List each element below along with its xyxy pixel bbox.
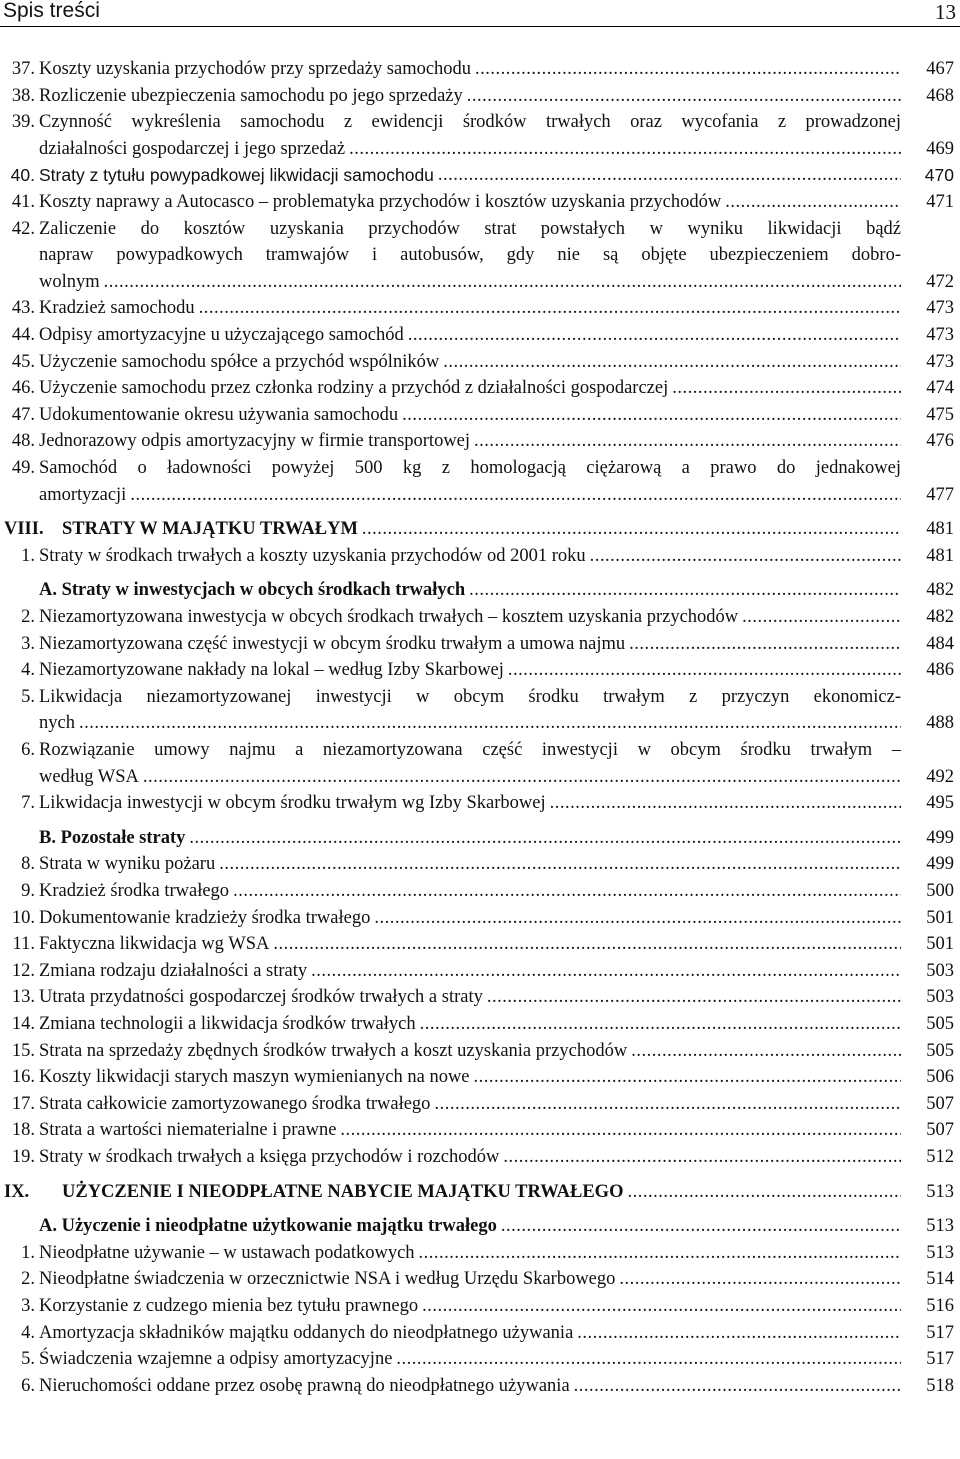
toc-entry-number: 19.: [11, 1147, 35, 1167]
toc-page-number: 503: [926, 987, 954, 1008]
toc-leader-dots: [499, 1144, 901, 1171]
toc-entry-number: 1.: [21, 1242, 35, 1263]
toc-entry-number: 12.: [11, 960, 35, 981]
toc-page-number: 499: [926, 854, 954, 875]
toc-leader-dots: [336, 1117, 901, 1144]
toc-entry: [0, 322, 960, 349]
toc-page-number: 505: [926, 1014, 954, 1034]
toc-leader-dots: [345, 136, 901, 163]
toc-page-number: 481: [926, 545, 954, 566]
toc-entry-number: 18.: [11, 1120, 35, 1141]
toc-entry: [0, 1373, 960, 1400]
toc-leader-dots: [721, 189, 901, 216]
toc-entry: [0, 455, 960, 508]
toc-page-number: 473: [926, 298, 954, 319]
toc-leader-dots: [415, 1240, 901, 1267]
toc-section: [0, 1213, 960, 1240]
toc-entry-title: A. Straty w inwestycjach w obcych środkach trwałych: [39, 580, 466, 601]
toc-leader-dots: [546, 790, 901, 817]
toc-page-number: 472: [926, 271, 954, 292]
toc-page-number: 505: [926, 1040, 954, 1061]
toc-page-number: 503: [926, 960, 954, 981]
toc-page-number: 495: [926, 793, 954, 814]
toc-entry-title: Straty w środkach trwałych a koszty uzyskania przychodów od 2001 roku: [39, 545, 586, 566]
toc-entry-number: 45.: [11, 351, 35, 372]
toc-entry: [0, 905, 960, 932]
toc-entry-number: 7.: [21, 793, 35, 814]
toc-entry-title: Koszty naprawy a Autocasco – problematyka przychodów i kosztów uzyskania przychodów: [39, 192, 722, 212]
toc-page-number: 473: [926, 325, 954, 345]
toc-entry-title: Strata na sprzedaży zbędnych środków trwałych a koszt uzyskania przychodów: [39, 1040, 628, 1061]
toc-entry-title: Rozliczenie ubezpieczenia samochodu po jego sprzedaży: [39, 85, 463, 106]
toc-page-number: 501: [926, 934, 954, 955]
toc-leader-dots: [398, 402, 901, 429]
toc-entry-title: Nieodpłatne używanie – w ustawach podatkowych: [39, 1242, 415, 1263]
toc-leader-dots: [307, 958, 901, 985]
toc-page-number: 477: [926, 484, 954, 505]
toc-entry-number: 5.: [21, 686, 35, 707]
toc-entry: [0, 931, 960, 958]
toc-entry: [0, 109, 960, 162]
toc-entry-title: B. Pozostałe straty: [39, 827, 186, 848]
toc-entry: [0, 851, 960, 878]
toc-entry-title: Likwidacja niezamortyzowanej inwestycji w obcym środku trwałym z przyczyn ekonomicz-: [39, 686, 901, 707]
toc-page-number: 467: [926, 59, 954, 79]
toc-entry-number: 46.: [11, 378, 35, 399]
toc-chapter: [0, 516, 960, 543]
toc-entry-number: 49.: [11, 458, 35, 478]
toc-entry: [0, 83, 960, 110]
toc-entry: [0, 1117, 960, 1144]
toc-entry: [0, 189, 960, 216]
toc-page-number: 471: [926, 192, 954, 212]
toc-entry-title: Utrata przydatności gospodarczej środków trwałych a straty: [39, 987, 483, 1008]
toc-entry-number: 9.: [21, 881, 35, 901]
toc-leader-dots: [439, 349, 901, 376]
toc-page-number: 500: [926, 881, 954, 901]
toc-page-number: 512: [926, 1147, 954, 1167]
toc-page-number: 468: [926, 85, 954, 106]
toc-entry: [0, 349, 960, 376]
toc-entry-number: 5.: [21, 1349, 35, 1370]
toc-entry: [0, 657, 960, 684]
toc-entry-title: amortyzacji: [39, 484, 127, 505]
toc-entry-title: Straty w środkach trwałych a księga przychodów i rozchodów: [39, 1147, 500, 1167]
toc-chapter: [0, 1179, 960, 1206]
toc-page-number: 469: [926, 138, 954, 159]
toc-entry-number: 43.: [11, 298, 35, 319]
toc-entry-title: Niezamortyzowana inwestycja w obcych środkach trwałych – kosztem uzyskania przychodów: [39, 607, 739, 627]
toc-page-number: 488: [926, 713, 954, 734]
toc-entry-title: Niezamortyzowane nakłady na lokal – według Izby Skarbowej: [39, 660, 504, 681]
toc-entry-title: Użyczenie samochodu spółce a przychód wspólników: [39, 351, 440, 372]
toc-page-number: 518: [926, 1375, 954, 1396]
toc-entry: [0, 1266, 960, 1293]
toc-entry-title: Strata w wyniku pożaru: [39, 854, 216, 875]
toc-entry: [0, 402, 960, 429]
toc-page-number: 513: [926, 1181, 954, 1202]
toc-page-number: 507: [926, 1120, 954, 1141]
toc-leader-dots: [615, 1266, 901, 1293]
toc-leader-dots: [570, 1373, 901, 1400]
toc-entry-title: STRATY W MAJĄTKU TRWAŁYM: [62, 519, 358, 540]
toc-entry-title: napraw powypadkowych tramwajów i autobusów, gdy nie są objęte ubezpieczeniem dobro-: [39, 245, 901, 266]
toc-leader-dots: [229, 878, 901, 905]
toc-leader-dots: [392, 1346, 901, 1373]
toc-page-number: 486: [926, 660, 954, 681]
toc-leader-dots: [370, 905, 901, 932]
toc-entry: [0, 1011, 960, 1038]
toc-entry-title: według WSA: [39, 766, 139, 787]
toc-leader-dots: [623, 1179, 901, 1206]
toc-entry: [0, 604, 960, 631]
toc-entry-title: Strata całkowicie zamortyzowanego środka trwałego: [39, 1093, 431, 1114]
toc-page-number: 476: [926, 431, 954, 452]
toc-leader-dots: [430, 1091, 901, 1118]
toc-entry-number: 16.: [11, 1067, 35, 1088]
toc-leader-dots: [586, 543, 901, 570]
toc-leader-dots: [434, 162, 901, 189]
toc-entry-number: 1.: [21, 545, 35, 566]
toc-page-number: 473: [926, 351, 954, 372]
toc-entry-number: 48.: [11, 431, 35, 452]
toc-entry-number: 3.: [21, 633, 35, 654]
toc-entry: [0, 958, 960, 985]
toc-entry: [0, 737, 960, 790]
toc-leader-dots: [625, 631, 901, 658]
toc-entry: [0, 790, 960, 817]
toc-entry: [0, 984, 960, 1011]
toc-entry-title: Faktyczna likwidacja wg WSA: [39, 934, 270, 955]
toc-leader-dots: [269, 931, 901, 958]
toc-section: [0, 825, 960, 852]
toc-page-number: 482: [926, 607, 954, 627]
toc-entry-title: Świadczenia wzajemne a odpisy amortyzacyjne: [39, 1349, 393, 1370]
toc-page-number: 475: [926, 404, 954, 425]
toc-entry: [0, 684, 960, 737]
toc-entry: [0, 216, 960, 296]
toc-entry-number: 2.: [21, 1269, 35, 1290]
toc-page-number: 513: [926, 1242, 954, 1263]
toc-leader-dots: [195, 295, 901, 322]
toc-leader-dots: [627, 1038, 901, 1065]
toc-entry-title: Zmiana rodzaju działalności a straty: [39, 960, 308, 981]
toc-entry-number: 4.: [21, 660, 35, 681]
toc-leader-dots: [470, 428, 901, 455]
toc-leader-dots: [668, 375, 901, 402]
toc-leader-dots: [471, 56, 901, 83]
toc-leader-dots: [738, 604, 901, 631]
toc-entry: [0, 162, 960, 189]
toc-page-number: 499: [926, 827, 954, 848]
running-title: Spis treści: [3, 0, 100, 22]
toc-entry-title: Czynność wykreślenia samochodu z ewidencji środków trwałych oraz wycofania z prowadzonej: [39, 112, 901, 133]
toc-entry-title: Koszty uzyskania przychodów przy sprzedaży samochodu: [39, 59, 472, 79]
toc-entry-number: 13.: [11, 987, 35, 1008]
toc-entry-number: 41.: [11, 192, 35, 212]
toc-entry-title: UŻYCZENIE I NIEODPŁATNE NABYCIE MAJĄTKU TRWAŁEGO: [62, 1181, 624, 1202]
toc-leader-dots: [418, 1293, 901, 1320]
toc-entry: [0, 1293, 960, 1320]
toc-leader-dots: [100, 269, 901, 296]
toc-leader-dots: [463, 83, 901, 110]
toc-leader-dots: [416, 1011, 901, 1038]
toc-entry-title: Straty z tytułu powypadkowej likwidacji samochodu: [39, 165, 434, 186]
toc-entry-title: działalności gospodarczej i jego sprzedaż: [39, 138, 346, 159]
toc-leader-dots: [139, 764, 901, 791]
toc-section: [0, 577, 960, 604]
toc-entry: [0, 1144, 960, 1171]
toc-entry-number: 44.: [11, 325, 35, 345]
toc-entry-title: Użyczenie samochodu przez członka rodziny a przychód z działalności gospodarczej: [39, 378, 669, 399]
toc-leader-dots: [358, 516, 901, 543]
toc-entry: [0, 543, 960, 570]
toc-entry-number: 37.: [11, 59, 35, 79]
toc-entry-title: Rozwiązanie umowy najmu a niezamortyzowana część inwestycji w obcym środku trwałym –: [39, 740, 901, 760]
toc-entry: [0, 56, 960, 83]
toc-page-number: 470: [924, 165, 954, 186]
toc-entry-title: wolnym: [39, 271, 100, 292]
toc-entry-number: 6.: [21, 740, 35, 760]
toc-page-number: 484: [926, 633, 954, 654]
toc-leader-dots: [404, 322, 901, 349]
toc-leader-dots: [504, 657, 901, 684]
toc-page-number: 506: [926, 1067, 954, 1088]
toc-entry-number: 17.: [11, 1093, 35, 1114]
toc-entry-title: Zmiana technologii a likwidacja środków trwałych: [39, 1014, 416, 1034]
toc-leader-dots: [573, 1320, 901, 1347]
toc-entry-number: 42.: [11, 218, 35, 239]
toc-entry-title: Zaliczenie do kosztów uzyskania przychodów strat powstałych w wyniku likwidacji bądź: [39, 218, 901, 239]
toc-entry-title: Koszty likwidacji starych maszyn wymienianych na nowe: [39, 1067, 470, 1088]
toc-page-number: 514: [926, 1269, 954, 1290]
toc-leader-dots: [185, 825, 901, 852]
toc-entry-number: 38.: [11, 85, 35, 106]
toc-entry-title: Nieodpłatne świadczenia w orzecznictwie NSA i według Urzędu Skarbowego: [39, 1269, 616, 1290]
toc-page-number: 482: [926, 580, 954, 601]
toc-entry: [0, 1346, 960, 1373]
page-number: 13: [935, 0, 956, 24]
toc-entry: [0, 295, 960, 322]
toc-entry-number: 2.: [21, 607, 35, 627]
toc-entry: [0, 428, 960, 455]
toc-entry-title: Dokumentowanie kradzieży środka trwałego: [39, 907, 371, 928]
toc-leader-dots: [483, 984, 901, 1011]
toc-entry-number: 40.: [10, 165, 35, 186]
toc-entry-number: 6.: [21, 1375, 35, 1396]
toc-entry-title: Korzystanie z cudzego mienia bez tytułu prawnego: [39, 1296, 419, 1316]
toc-entry: [0, 1091, 960, 1118]
toc-entry: [0, 1240, 960, 1267]
toc-entry-number: 8.: [21, 854, 35, 875]
toc-entry: [0, 375, 960, 402]
toc-leader-dots: [497, 1213, 901, 1240]
toc-entry: [0, 1320, 960, 1347]
toc-page-number: 517: [926, 1322, 954, 1343]
toc-leader-dots: [470, 1064, 901, 1091]
toc-entry-number: 47.: [11, 404, 35, 425]
toc-entry-number: 11.: [12, 934, 35, 955]
toc-entry-title: nych: [39, 713, 75, 734]
toc-entry-title: Strata a wartości niematerialne i prawne: [39, 1120, 337, 1141]
toc-page-number: 474: [926, 378, 954, 399]
toc-entry: [0, 878, 960, 905]
toc-entry-title: Samochód o ładowności powyżej 500 kg z homologacją ciężarową a prawo do jednakowej: [39, 458, 901, 478]
toc-entry-title: A. Użyczenie i nieodpłatne użytkowanie majątku trwałego: [39, 1216, 497, 1237]
toc-entry-number: 39.: [11, 112, 35, 133]
toc-page-number: 516: [926, 1296, 954, 1316]
header-rule: [0, 26, 960, 27]
toc-leader-dots: [126, 482, 901, 509]
toc-page-number: 507: [926, 1093, 954, 1114]
toc-page-number: 481: [926, 519, 954, 540]
toc-entry: [0, 1038, 960, 1065]
toc-entry-title: Udokumentowanie okresu używania samochodu: [39, 404, 399, 425]
toc-page-number: 513: [926, 1216, 954, 1237]
toc-entry-title: Kradzież samochodu: [39, 298, 195, 319]
toc-page-number: 492: [926, 766, 954, 787]
toc-entry-number: 4.: [21, 1322, 35, 1343]
toc-entry-title: Nieruchomości oddane przez osobę prawną do nieodpłatnego używania: [39, 1375, 570, 1396]
toc-entry-title: Kradzież środka trwałego: [39, 881, 230, 901]
toc-entry-title: Likwidacja inwestycji w obcym środku trwałym wg Izby Skarbowej: [39, 793, 546, 814]
toc-entry-title: Amortyzacja składników majątku oddanych do nieodpłatnego używania: [39, 1322, 574, 1343]
toc-entry-number: VIII.: [4, 519, 44, 540]
toc-entry-number: 15.: [11, 1040, 35, 1061]
toc-entry-number: 14.: [11, 1014, 35, 1034]
toc-page-number: 517: [926, 1349, 954, 1370]
toc-entry-title: Odpisy amortyzacyjne u użyczającego samochód: [39, 325, 404, 345]
toc-entry-title: Jednorazowy odpis amortyzacyjny w firmie transportowej: [39, 431, 471, 452]
toc-entry: [0, 1064, 960, 1091]
toc-leader-dots: [75, 710, 901, 737]
toc-entry: [0, 631, 960, 658]
toc-leader-dots: [215, 851, 901, 878]
toc-leader-dots: [465, 577, 901, 604]
toc-entry-number: IX.: [4, 1181, 30, 1202]
toc-page-number: 501: [926, 907, 954, 928]
toc-entry-number: 3.: [21, 1296, 35, 1316]
toc-entry-title: Niezamortyzowana część inwestycji w obcym środku trwałym a umowa najmu: [39, 633, 626, 654]
toc-entry-number: 10.: [11, 907, 35, 928]
